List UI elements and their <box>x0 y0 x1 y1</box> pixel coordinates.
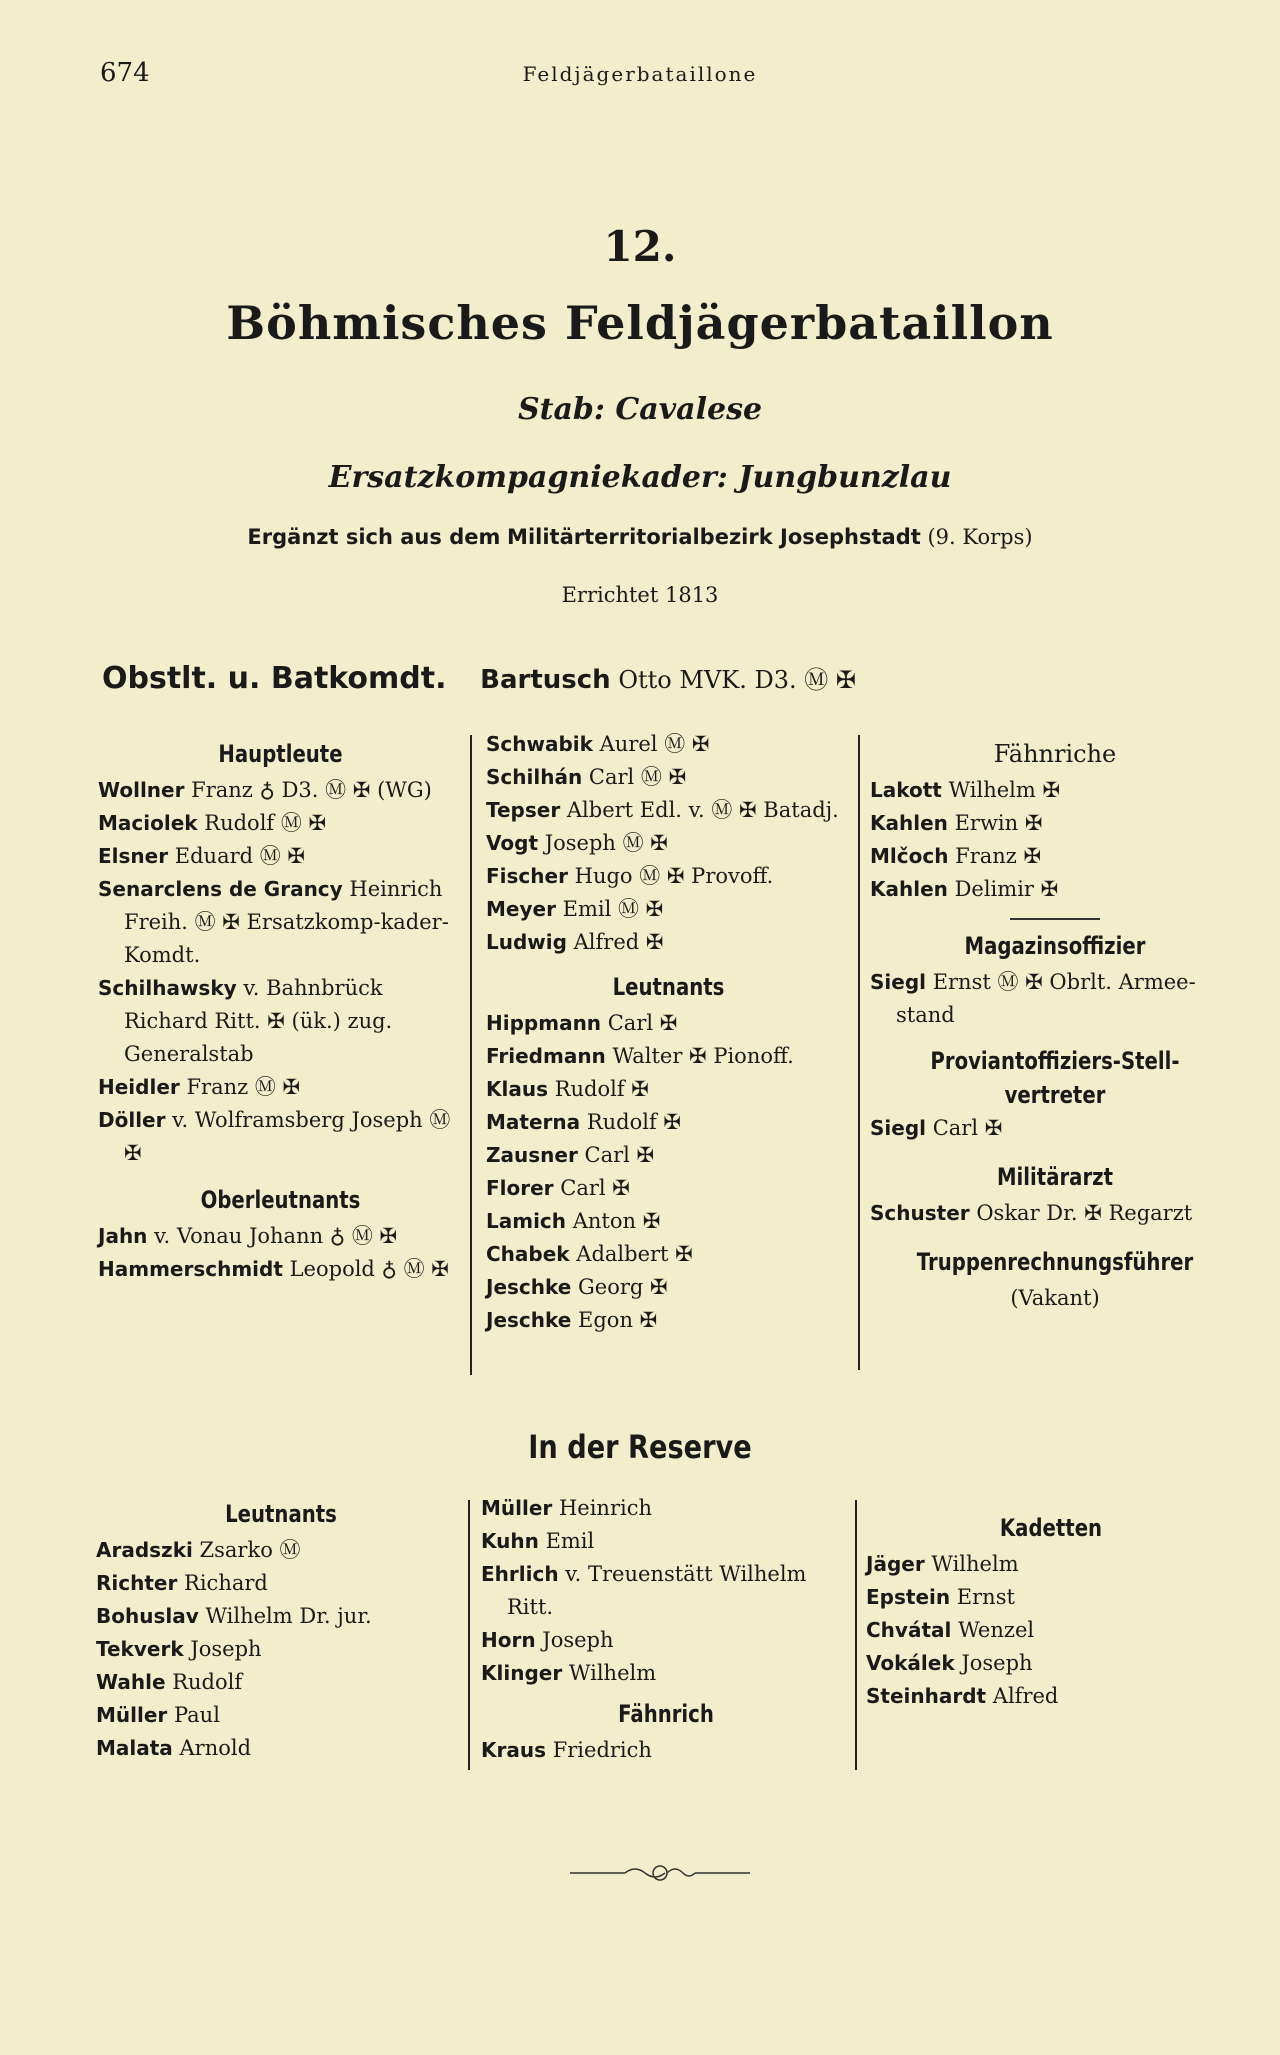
section-header-oberleutnants: Oberleutnants <box>200 1186 361 1214</box>
list-item <box>481 1558 851 1624</box>
list-item <box>98 1071 463 1104</box>
erganzt-bold: Militärterritorialbezirk Josephstadt <box>507 525 921 549</box>
list-item <box>96 1534 466 1567</box>
reserve-header: In der Reserve <box>528 1428 752 1466</box>
officers-list <box>486 728 851 959</box>
person-surname: Kahlen <box>870 811 948 835</box>
list-item <box>870 873 1240 906</box>
person-surname: Fischer <box>486 864 568 888</box>
column-3 <box>870 728 1240 1315</box>
person-surname: Vogt <box>486 831 539 855</box>
person-surname: Schwabik <box>486 732 593 756</box>
person-details: Hugo Ⓜ ✠ Provoff. <box>574 864 774 888</box>
divider-rule <box>1010 918 1100 920</box>
list-item <box>870 1197 1240 1230</box>
list-item <box>866 1680 1236 1713</box>
list-item <box>486 1205 851 1238</box>
person-surname: Meyer <box>486 897 556 921</box>
kadetten-list <box>866 1548 1236 1713</box>
person-surname: Elsner <box>98 844 169 868</box>
section-header-reserve-leutnants: Leutnants <box>225 1500 337 1528</box>
list-item <box>98 873 463 972</box>
list-item <box>486 794 851 827</box>
list-item <box>96 1600 466 1633</box>
person-details: v. Vonau Johann ♁ Ⓜ ✠ <box>154 1224 398 1248</box>
person-details: Joseph Ⓜ ✠ <box>544 831 668 855</box>
person-details: Zsarko Ⓜ <box>199 1538 301 1562</box>
person-details: Wilhelm <box>568 1661 657 1685</box>
section-header-proviant: Proviantoffiziers-Stell-vertreter <box>930 1047 1180 1109</box>
person-surname: Klinger <box>481 1661 563 1685</box>
column-divider <box>470 735 472 1375</box>
person-surname: Jäger <box>866 1552 925 1576</box>
person-surname: Malata <box>96 1736 173 1760</box>
person-details: Delimir ✠ <box>954 877 1059 901</box>
person-surname: Epstein <box>866 1585 951 1609</box>
list-item <box>98 1220 463 1253</box>
section-header-hauptleute: Hauptleute <box>218 740 343 768</box>
person-details: Heinrich Freih. Ⓜ ✠ Ersatzkomp-kader-Komdt. <box>124 877 449 967</box>
section-header-militararzt: Militärarzt <box>996 1163 1114 1191</box>
list-item <box>481 1657 851 1690</box>
commander-line <box>102 660 1202 696</box>
person-details: Franz Ⓜ ✠ <box>186 1075 301 1099</box>
list-item <box>481 1734 851 1767</box>
person-surname: Aradszki <box>96 1538 193 1562</box>
list-item <box>98 972 463 1071</box>
list-item <box>870 966 1240 1032</box>
list-item <box>481 1624 851 1657</box>
list-item <box>486 728 851 761</box>
person-surname: Bohuslav <box>96 1604 199 1628</box>
erganzt-suffix: (9. Korps) <box>927 525 1033 549</box>
list-item <box>481 1525 851 1558</box>
reserve-officers-list <box>481 1492 851 1690</box>
person-details: Erwin ✠ <box>954 811 1043 835</box>
list-item <box>98 807 463 840</box>
person-surname: Müller <box>96 1703 168 1727</box>
list-item <box>486 761 851 794</box>
list-item <box>486 893 851 926</box>
person-details: Carl Ⓜ ✠ <box>588 765 687 789</box>
person-details: Carl ✠ <box>584 1143 655 1167</box>
person-surname: Hammerschmidt <box>98 1257 283 1281</box>
reserve-fahnrich-list <box>481 1734 851 1767</box>
person-details: Alfred <box>992 1684 1059 1708</box>
person-details: Anton ✠ <box>572 1209 661 1233</box>
list-item <box>486 1238 851 1271</box>
person-surname: Zausner <box>486 1143 578 1167</box>
person-details: Joseph <box>961 1651 1033 1675</box>
person-surname: Chabek <box>486 1242 570 1266</box>
person-details: Carl ✠ <box>932 1116 1003 1140</box>
column-1 <box>98 728 463 1286</box>
person-surname: Friedmann <box>486 1044 606 1068</box>
person-details: Richard <box>184 1571 268 1595</box>
person-details: Rudolf Ⓜ ✠ <box>204 811 327 835</box>
section-header-truppenrechnungsfuhrer: Truppenrechnungsführer <box>916 1248 1194 1276</box>
person-details: Rudolf ✠ <box>586 1110 681 1134</box>
list-item <box>486 1271 851 1304</box>
list-item <box>866 1548 1236 1581</box>
list-item <box>486 1172 851 1205</box>
list-item <box>486 1007 851 1040</box>
person-surname: Florer <box>486 1176 554 1200</box>
erganzt-line <box>0 525 1280 549</box>
person-details: Joseph <box>190 1637 262 1661</box>
person-details: Carl ✠ <box>560 1176 630 1200</box>
person-details: Heinrich <box>558 1496 652 1520</box>
section-header-magazinsoffizier: Magazinsoffizier <box>964 932 1146 960</box>
list-item <box>486 1073 851 1106</box>
fahnriche-list <box>870 774 1240 906</box>
person-details: Walter ✠ Pionoff. <box>612 1044 794 1068</box>
reserve-column-1 <box>96 1488 466 1765</box>
person-details: v. Bahnbrück Richard Ritt. ✠ (ük.) zug. Generalstab <box>124 976 393 1066</box>
list-item <box>481 1492 851 1525</box>
list-item <box>870 840 1240 873</box>
section-header-fahnriche: Fähnriche <box>993 740 1117 768</box>
list-item <box>96 1567 466 1600</box>
list-item <box>96 1699 466 1732</box>
person-surname: Jahn <box>98 1224 148 1248</box>
person-details: v. Wolframsberg Joseph Ⓜ ✠ <box>124 1108 451 1165</box>
list-item <box>486 1304 851 1337</box>
list-item <box>486 860 851 893</box>
person-surname: Vokálek <box>866 1651 955 1675</box>
list-item <box>866 1581 1236 1614</box>
person-surname: Hippmann <box>486 1011 602 1035</box>
person-surname: Schilhán <box>486 765 583 789</box>
column-2 <box>486 728 851 1337</box>
person-surname: Lamich <box>486 1209 567 1233</box>
section-header-leutnants: Leutnants <box>612 973 725 1001</box>
list-item <box>486 926 851 959</box>
list-item <box>96 1666 466 1699</box>
stab-line: Stab: Cavalese <box>517 392 763 427</box>
person-surname: Müller <box>481 1496 553 1520</box>
person-details: Ernst <box>956 1585 1015 1609</box>
person-details: Franz ✠ <box>955 844 1042 868</box>
person-surname: Ehrlich <box>481 1562 559 1586</box>
person-details: Carl ✠ <box>607 1011 678 1035</box>
person-details: Egon ✠ <box>578 1308 658 1332</box>
person-surname: Tekverk <box>96 1637 184 1661</box>
person-surname: Horn <box>481 1628 536 1652</box>
page-number: 674 <box>100 58 150 88</box>
list-item <box>866 1614 1236 1647</box>
reserve-column-2 <box>481 1492 851 1767</box>
hauptleute-list <box>98 774 463 1170</box>
list-item <box>486 1040 851 1073</box>
person-surname: Schuster <box>870 1201 970 1225</box>
person-surname: Maciolek <box>98 811 198 835</box>
list-item <box>870 774 1240 807</box>
person-details: Franz ♁ D3. Ⓜ ✠ (WG) <box>191 778 432 802</box>
list-item <box>98 1253 463 1286</box>
magazin-list <box>870 966 1240 1032</box>
person-surname: Siegl <box>870 1116 926 1140</box>
person-details: Leopold ♁ Ⓜ ✠ <box>289 1257 449 1281</box>
person-details: v. Treuenstätt Wilhelm Ritt. <box>507 1562 807 1619</box>
column-divider <box>468 1500 470 1770</box>
person-surname: Kuhn <box>481 1529 539 1553</box>
person-surname: Kraus <box>481 1738 546 1762</box>
person-surname: Kahlen <box>870 877 948 901</box>
person-surname: Wollner <box>98 778 185 802</box>
erganzt-prefix: Ergänzt sich aus dem <box>247 525 501 549</box>
person-surname: Schilhawsky <box>98 976 237 1000</box>
list-item <box>98 1104 463 1170</box>
reserve-leutnants-list <box>96 1534 466 1765</box>
person-details: Joseph <box>542 1628 614 1652</box>
person-details: Adalbert ✠ <box>576 1242 693 1266</box>
person-surname: Döller <box>98 1108 166 1132</box>
list-item <box>98 774 463 807</box>
section-header-kadetten: Kadetten <box>999 1514 1103 1542</box>
running-title: Feldjägerbataillone <box>522 62 758 86</box>
person-details: Oskar Dr. ✠ Regarzt <box>976 1201 1193 1225</box>
column-divider <box>855 1500 857 1770</box>
errichtet-line: Errichtet 1813 <box>561 583 719 607</box>
person-details: Emil Ⓜ ✠ <box>562 897 664 921</box>
commander-rank: Obstlt. u. Batkomdt. <box>102 661 447 696</box>
list-item <box>486 1106 851 1139</box>
ersatz-line: Ersatzkompagniekader: Jungbunzlau <box>328 460 952 495</box>
person-details: Paul <box>173 1703 220 1727</box>
list-item <box>96 1732 466 1765</box>
person-surname: Lakott <box>870 778 942 802</box>
person-surname: Klaus <box>486 1077 548 1101</box>
person-details: Wilhelm Dr. jur. <box>205 1604 372 1628</box>
list-item <box>486 827 851 860</box>
person-details: Arnold <box>179 1736 252 1760</box>
person-surname: Steinhardt <box>866 1684 987 1708</box>
person-surname: Heidler <box>98 1075 180 1099</box>
person-surname: Senarclens de Grancy <box>98 877 343 901</box>
list-item <box>866 1647 1236 1680</box>
person-details: Alfred ✠ <box>573 930 664 954</box>
vakant-label: (Vakant) <box>1010 1286 1100 1310</box>
person-details: Wilhelm <box>931 1552 1019 1576</box>
person-surname: Mlčoch <box>870 844 949 868</box>
person-details: Emil <box>545 1529 595 1553</box>
person-surname: Tepser <box>486 798 561 822</box>
ornament-divider-icon <box>570 1858 750 1888</box>
person-details: Aurel Ⓜ ✠ <box>599 732 710 756</box>
list-item <box>870 1112 1240 1145</box>
list-item <box>486 1139 851 1172</box>
person-surname: Ludwig <box>486 930 567 954</box>
person-details: Eduard Ⓜ ✠ <box>174 844 306 868</box>
person-details: Ernst Ⓜ ✠ Obrlt. Armee-stand <box>896 970 1196 1027</box>
running-header <box>0 58 1280 98</box>
column-divider <box>858 735 860 1370</box>
person-details: Georg ✠ <box>578 1275 668 1299</box>
unit-title: Böhmisches Feldjägerbataillon <box>226 296 1054 350</box>
person-details: Wenzel <box>958 1618 1035 1642</box>
person-surname: Jeschke <box>486 1275 572 1299</box>
person-surname: Jeschke <box>486 1308 572 1332</box>
person-surname: Chvátal <box>866 1618 952 1642</box>
proviant-list <box>870 1112 1240 1145</box>
commander-rest: Otto MVK. D3. Ⓜ ✠ <box>618 666 856 694</box>
list-item <box>98 840 463 873</box>
unit-number: 12. <box>603 222 677 271</box>
person-details: Albert Edl. v. Ⓜ ✠ Batadj. <box>566 798 839 822</box>
person-details: Wilhelm ✠ <box>948 778 1061 802</box>
reserve-column-3 <box>866 1502 1236 1713</box>
person-details: Rudolf <box>172 1670 243 1694</box>
person-details: Rudolf ✠ <box>554 1077 649 1101</box>
person-surname: Materna <box>486 1110 581 1134</box>
list-item <box>870 807 1240 840</box>
militararzt-list <box>870 1197 1240 1230</box>
person-surname: Wahle <box>96 1670 166 1694</box>
commander-name: Bartusch <box>480 665 611 695</box>
list-item <box>96 1633 466 1666</box>
oberleutnants-list <box>98 1220 463 1286</box>
person-surname: Richter <box>96 1571 178 1595</box>
section-header-reserve-fahnrich: Fähnrich <box>618 1700 714 1728</box>
person-surname: Siegl <box>870 970 926 994</box>
person-details: Friedrich <box>552 1738 652 1762</box>
leutnants-list <box>486 1007 851 1337</box>
